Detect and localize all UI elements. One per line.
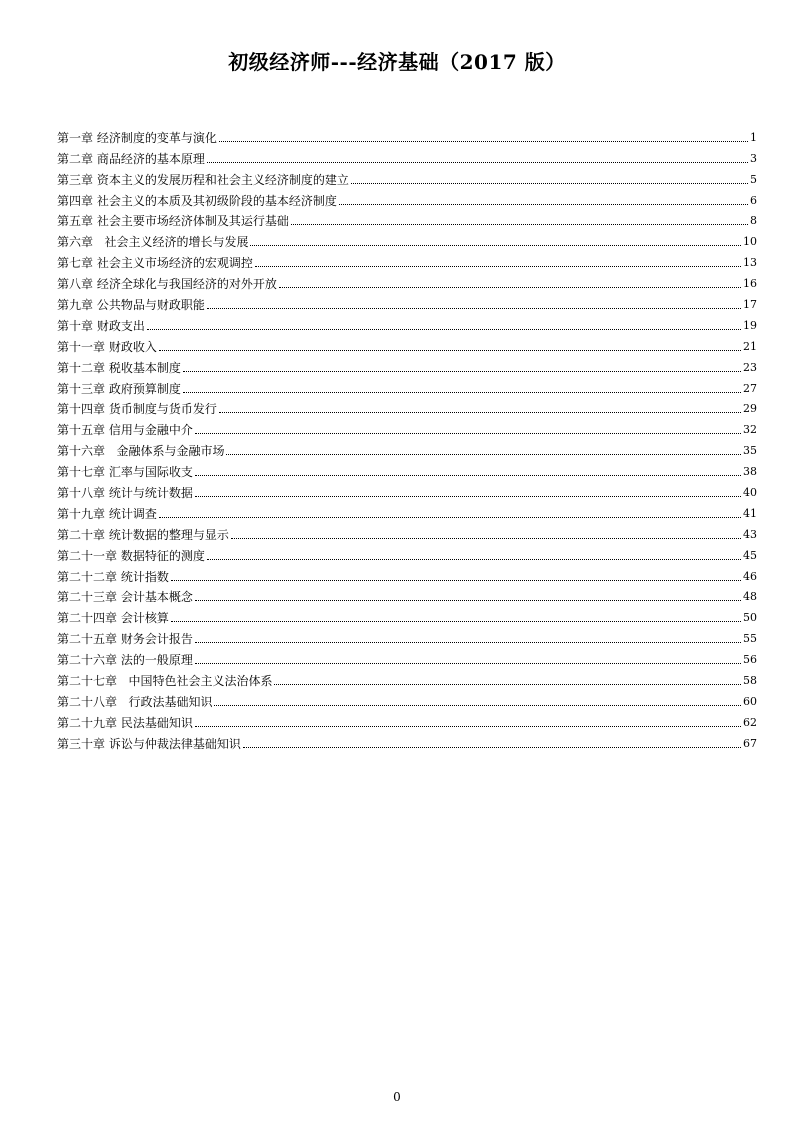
toc-entry-label: 第四章 社会主义的本质及其初级阶段的基本经济制度 [57,193,337,208]
toc-entry-page: 5 [750,172,757,186]
toc-dot-leader [226,453,741,455]
toc-dot-leader [195,599,741,601]
toc-entry[interactable] [57,166,757,187]
toc-entry[interactable] [57,208,757,229]
toc-entry-label: 第二十三章 会计基本概念 [57,590,193,605]
toc-entry[interactable] [57,354,757,375]
toc-dot-leader [195,662,741,664]
toc-entry-page: 55 [743,632,757,646]
toc-entry-page: 29 [743,402,757,416]
toc-dot-leader [207,161,748,163]
toc-dot-leader [159,516,741,518]
toc-entry[interactable] [57,563,757,584]
toc-entry-page: 67 [743,736,757,750]
toc-dot-leader [171,579,741,581]
toc-entry-page: 48 [743,590,757,604]
toc-dot-leader [219,411,741,413]
toc-entry[interactable] [57,500,757,521]
page-number: 0 [393,1090,401,1104]
toc-entry[interactable] [57,291,757,312]
toc-entry-page: 19 [743,318,757,332]
toc-entry-page: 38 [743,465,757,479]
toc-entry-page: 60 [743,694,757,708]
toc-entry-label: 第十八章 统计与统计数据 [57,486,193,501]
toc-dot-leader [183,391,741,393]
toc-entry[interactable] [57,270,757,291]
toc-entry[interactable] [57,667,757,688]
toc-entry-page: 13 [743,256,757,270]
toc-entry-label: 第十二章 税收基本制度 [57,360,181,375]
toc-entry-label: 第十九章 统计调查 [57,506,157,521]
toc-entry-page: 1 [750,130,757,144]
toc-entry-label: 第十章 财政支出 [57,318,145,333]
toc-entry-label: 第六章 社会主义经济的增长与发展 [57,235,249,250]
toc-dot-leader [171,620,741,622]
toc-entry-label: 第二十六章 法的一般原理 [57,653,193,668]
toc-entry-label: 第二十章 统计数据的整理与显示 [57,527,229,542]
toc-entry-label: 第十七章 汇率与国际收支 [57,465,193,480]
toc-entry[interactable] [57,479,757,500]
toc-entry-label: 第二章 商品经济的基本原理 [57,151,205,166]
toc-dot-leader [219,140,748,142]
toc-entry-page: 58 [743,674,757,688]
toc-entry[interactable] [57,542,757,563]
toc-dot-leader [207,307,741,309]
toc-entry-page: 40 [743,486,757,500]
toc-entry[interactable] [57,646,757,667]
toc-dot-leader [339,203,748,205]
toc-entry-page: 62 [743,715,757,729]
toc-entry-label: 第二十二章 统计指数 [57,569,169,584]
toc-entry-label: 第十五章 信用与金融中介 [57,423,193,438]
toc-dot-leader [214,704,741,706]
page-title: 初级经济师---经济基础（2017 版） [228,50,566,74]
toc-entry-page: 27 [743,381,757,395]
toc-dot-leader [351,182,748,184]
toc-entry-page: 21 [743,339,757,353]
toc-entry[interactable] [57,625,757,646]
toc-dot-leader [147,328,741,330]
toc-entry-label: 第三章 资本主义的发展历程和社会主义经济制度的建立 [57,172,349,187]
toc-dot-leader [243,746,741,748]
toc-entry-page: 17 [743,298,757,312]
toc-dot-leader [250,244,741,246]
toc-entry[interactable] [57,124,757,145]
toc-entry-page: 45 [743,548,757,562]
toc-dot-leader [274,683,741,685]
toc-dot-leader [207,558,741,560]
toc-entry-label: 第十一章 财政收入 [57,339,157,354]
toc-entry-label: 第七章 社会主义市场经济的宏观调控 [57,256,253,271]
toc-dot-leader [279,286,741,288]
toc-entry-label: 第二十四章 会计核算 [57,611,169,626]
toc-entry-label: 第八章 经济全球化与我国经济的对外开放 [57,277,277,292]
toc-entry-page: 43 [743,527,757,541]
toc-entry[interactable] [57,521,757,542]
toc-entry-page: 35 [743,444,757,458]
toc-dot-leader [195,432,741,434]
toc-entry[interactable] [57,709,757,730]
toc-entry-label: 第二十七章 中国特色社会主义法治体系 [57,674,273,689]
toc-entry[interactable] [57,437,757,458]
toc-dot-leader [159,349,741,351]
toc-entry-label: 第十六章 金融体系与金融市场 [57,444,225,459]
toc-entry[interactable] [57,604,757,625]
toc-entry[interactable] [57,730,757,751]
toc-entry-label: 第三十章 诉讼与仲裁法律基础知识 [57,736,241,751]
toc-entry[interactable] [57,584,757,605]
toc-entry[interactable] [57,145,757,166]
toc-dot-leader [195,495,741,497]
toc-entry[interactable] [57,416,757,437]
toc-entry[interactable] [57,375,757,396]
toc-entry-label: 第十三章 政府预算制度 [57,381,181,396]
toc-entry-page: 23 [743,360,757,374]
toc-entry-label: 第九章 公共物品与财政职能 [57,298,205,313]
toc-entry-label: 第二十八章 行政法基础知识 [57,694,213,709]
toc-entry-label: 第一章 经济制度的变革与演化 [57,130,217,145]
toc-dot-leader [195,641,741,643]
toc-entry-page: 6 [750,193,757,207]
toc-entry-label: 第二十五章 财务会计报告 [57,632,193,647]
table-of-contents [57,124,757,751]
toc-entry-label: 第二十九章 民法基础知识 [57,715,193,730]
toc-dot-leader [183,370,741,372]
toc-entry-label: 第五章 社会主要市场经济体制及其运行基础 [57,214,289,229]
toc-entry-label: 第二十一章 数据特征的测度 [57,548,205,563]
toc-entry-page: 16 [743,277,757,291]
toc-entry[interactable] [57,688,757,709]
toc-entry[interactable] [57,396,757,417]
toc-entry[interactable] [57,458,757,479]
toc-dot-leader [195,474,741,476]
toc-entry-page: 41 [743,506,757,520]
toc-dot-leader [255,265,741,267]
toc-entry-page: 50 [743,611,757,625]
toc-dot-leader [291,223,748,225]
toc-entry-page: 10 [743,235,757,249]
toc-entry[interactable] [57,228,757,249]
toc-entry[interactable] [57,312,757,333]
toc-entry-page: 46 [743,569,757,583]
toc-entry-label: 第十四章 货币制度与货币发行 [57,402,217,417]
toc-entry-page: 8 [750,214,757,228]
toc-entry[interactable] [57,187,757,208]
toc-entry-page: 3 [750,151,757,165]
toc-entry[interactable] [57,249,757,270]
toc-dot-leader [231,537,741,539]
toc-dot-leader [195,725,741,727]
toc-entry[interactable] [57,333,757,354]
toc-entry-page: 56 [743,653,757,667]
toc-entry-page: 32 [743,423,757,437]
